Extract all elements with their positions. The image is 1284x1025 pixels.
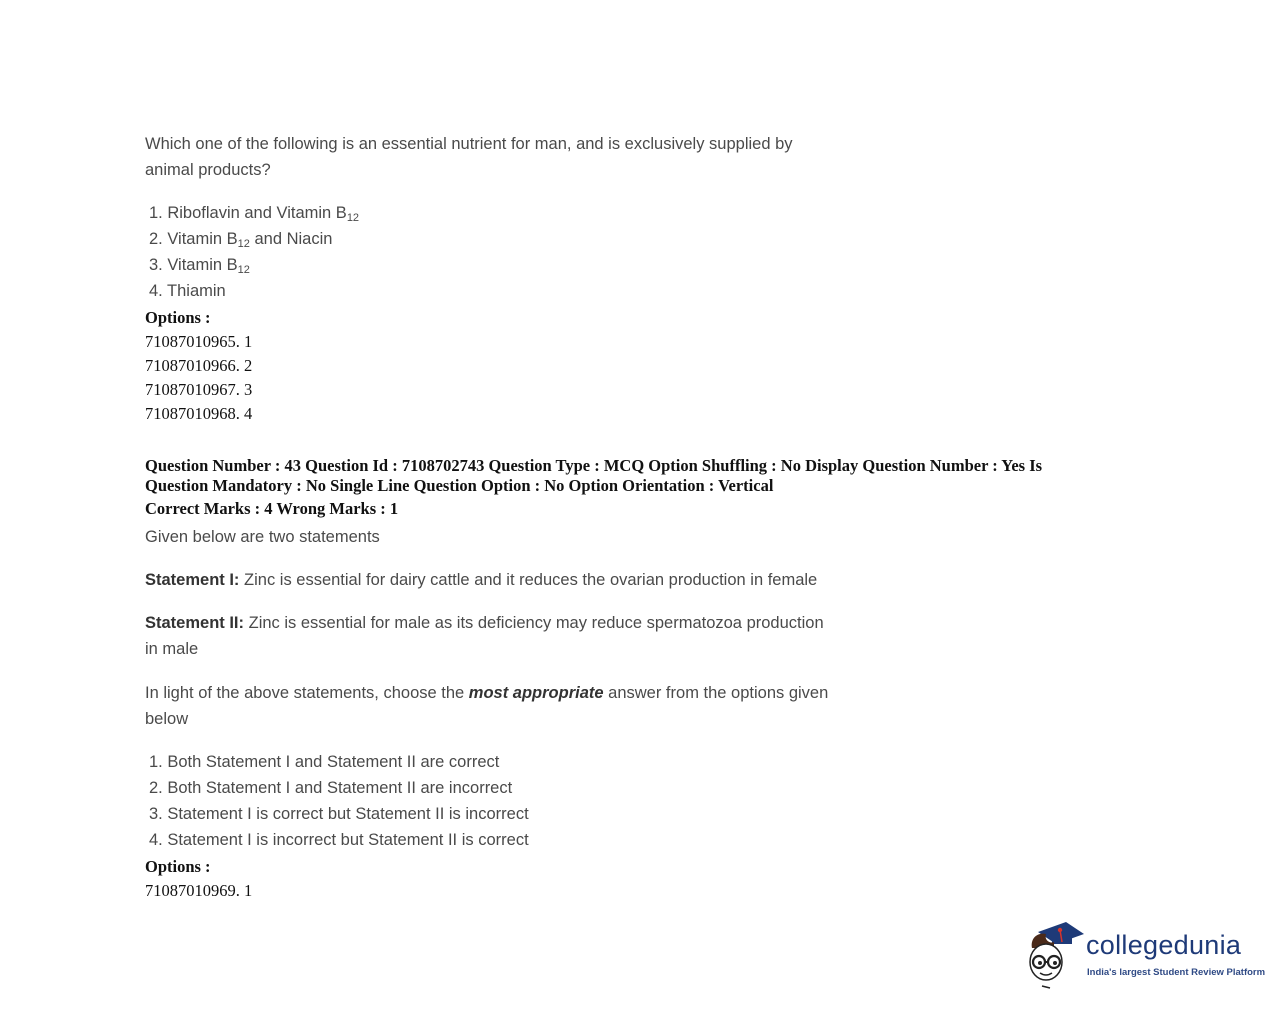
prompt-text: In light of the above statements, choose the [145,684,469,702]
option-id: 71087010965. 1 [145,332,253,351]
options-label: Options : [145,308,211,327]
question-header-line: Question Number : 43 Question Id : 7108702743 Question Type : MCQ Option Shuffling : No Display Question Number : Yes Is [145,456,1043,475]
statement-1-label: Statement I: [145,571,240,589]
question-1-text [145,131,793,183]
choice-item: 1. Riboflavin and Vitamin $B_{12}$ [149,204,360,224]
choice-item: 4. Statement I is incorrect but Statement II is correct [149,831,529,849]
logo-tagline: India's largest Student Review Platform [1087,967,1266,978]
option-id: 71087010968. 4 [145,404,253,423]
question-2-marks: Correct Marks : 4 Wrong Marks : 1 [145,499,399,518]
statement-1-text: Zinc is essential for dairy cattle and it reduces the ovarian production in female [239,571,818,589]
statement-2-text: Zinc is essential for male as its deficiency may reduce spermatozoa production [244,614,824,632]
statement-2-continuation: in male [145,640,199,658]
intro-text: Given below are two statements [145,528,380,546]
prompt-text: answer from the options given [603,684,829,702]
option-id: 71087010966. 2 [145,356,253,375]
question-2-options [145,855,252,903]
question-2-intro [145,524,380,550]
choice-item: 2. Vitamin $B_{12}$ and Niacin [149,230,333,250]
choice-item: 3. Vitamin $B_{12}$ [149,256,250,276]
choice-item: 1. Both Statement I and Statement II are correct [149,753,500,771]
question-2-prompt [145,680,828,732]
question-header-line: Question Mandatory : No Single Line Question Option : No Option Orientation : Vertical [145,476,774,495]
choice-item: 4. Thiamin [149,282,226,300]
option-id: 71087010967. 3 [145,380,253,399]
statement-2-label: Statement II: [145,614,245,632]
choice-item: 3. Statement I is correct but Statement II is incorrect [149,805,529,823]
question-2-choices [149,749,529,853]
question-1-choices [149,200,359,304]
logo-brand-name: collegedunia [1086,930,1242,960]
prompt-emphasis: most appropriate [468,684,604,702]
graduate-mascot-icon [1024,918,1086,990]
choice-item: 2. Both Statement I and Statement II are incorrect [149,779,513,797]
collegedunia-logo [1022,916,1266,992]
statement-2 [145,610,824,662]
question-2-header [145,456,1105,496]
prompt-continuation: below [145,710,189,728]
options-label: Options : [145,857,211,876]
question-1-line: Which one of the following is an essential nutrient for man, and is exclusively supplied by [145,135,793,153]
question-1-options [145,306,252,426]
question-1-line: animal products? [145,161,271,179]
option-id: 71087010969. 1 [145,881,253,900]
statement-1 [145,567,817,593]
